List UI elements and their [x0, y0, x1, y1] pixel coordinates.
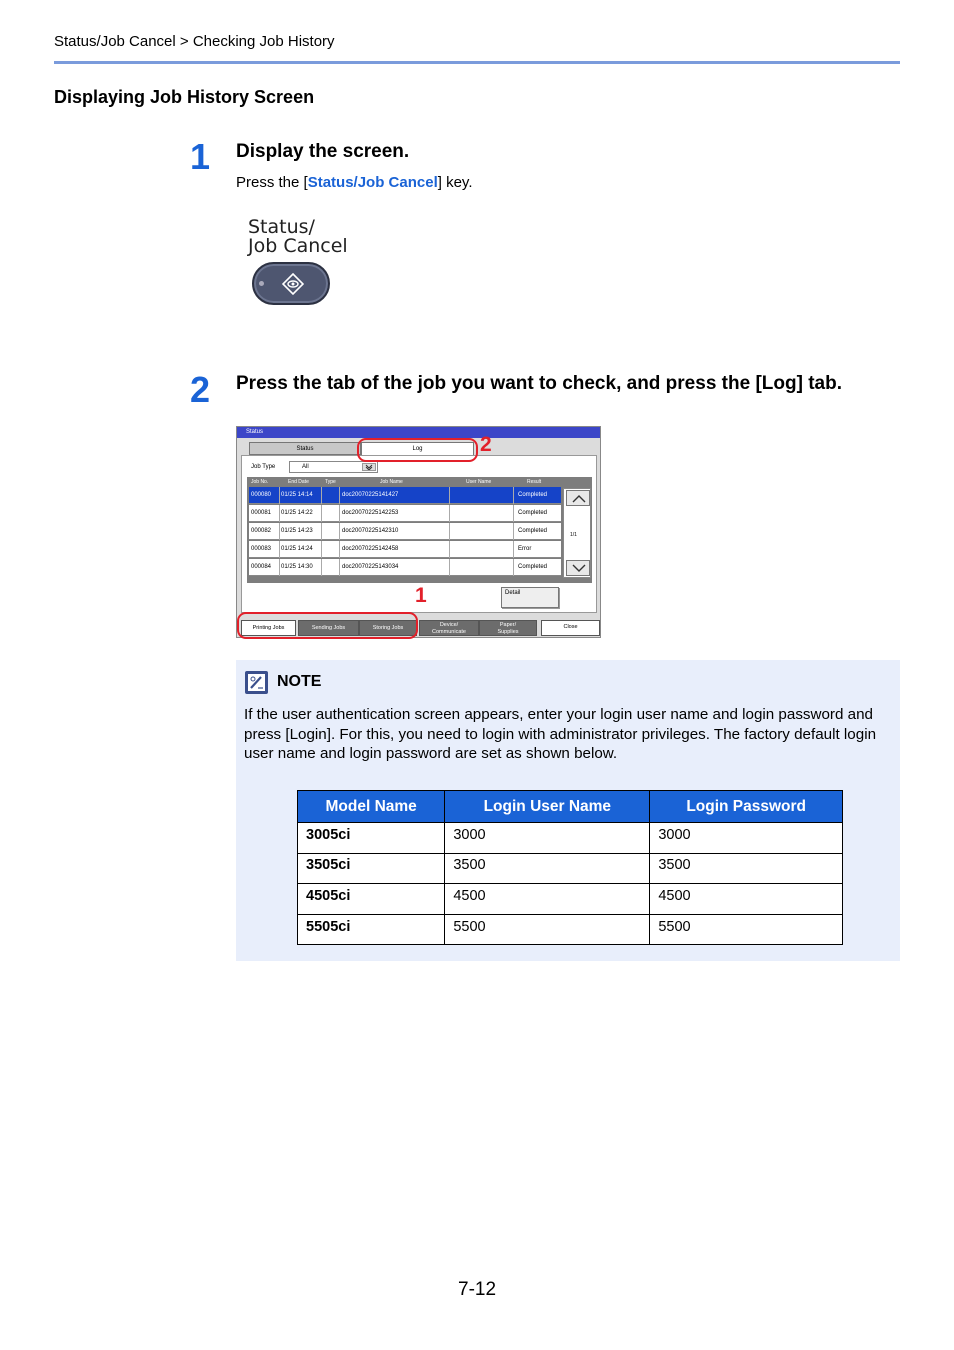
callout-ring-log-tab [357, 438, 478, 462]
table-row [298, 823, 843, 854]
row-end-date: 01/25 14:24 [281, 546, 313, 552]
column-divider [449, 559, 450, 576]
row-end-date: 01/25 14:23 [281, 528, 313, 534]
close-button[interactable]: Close [541, 620, 600, 636]
col-end-date: End Date [288, 479, 309, 485]
cell-password: 5500 [650, 914, 843, 945]
header-model-name: Model Name [298, 791, 445, 823]
column-divider [321, 505, 322, 522]
row-job-no: 000084 [251, 564, 272, 570]
col-user-name: User Name [466, 479, 492, 485]
row-end-date: 01/25 14:22 [281, 510, 313, 516]
cell-model: 5505ci [298, 914, 445, 945]
column-divider [339, 487, 340, 504]
table-row [298, 884, 843, 915]
row-job-name: doc20070225141427 [342, 492, 399, 498]
login-defaults-table [297, 790, 843, 945]
cell-user-name: 5500 [445, 914, 650, 945]
cell-user-name: 3500 [445, 853, 650, 884]
tab-paper-line-2: Supplies [497, 629, 519, 635]
job-type-select[interactable] [289, 461, 378, 473]
column-divider [339, 505, 340, 522]
tab-device-communicate[interactable] [419, 620, 479, 636]
cell-user-name: 3000 [445, 823, 650, 854]
note-box [236, 660, 900, 961]
column-divider [513, 559, 514, 576]
row-end-date: 01/25 14:30 [281, 564, 313, 570]
column-divider [321, 541, 322, 558]
callout-ring-job-tabs [237, 612, 418, 639]
row-result: Completed [518, 564, 548, 570]
key-label-line-1: Status/ [248, 216, 315, 238]
col-job-no: Job No. [251, 479, 269, 485]
step-1-instruction-suffix: ] key. [437, 174, 473, 191]
tab-log[interactable]: Log [361, 442, 474, 456]
table-row [298, 914, 843, 945]
row-job-name: doc20070225142310 [342, 528, 399, 534]
page-indicator: 1/1 [570, 532, 577, 538]
col-job-name: Job Name [380, 479, 403, 485]
column-divider [449, 541, 450, 558]
row-job-no: 000083 [251, 546, 272, 552]
column-divider [339, 559, 340, 576]
chevron-down-icon [362, 463, 376, 471]
status-job-cancel-key[interactable] [252, 262, 330, 305]
header-login-password: Login Password [650, 791, 843, 823]
table-row[interactable] [249, 541, 561, 558]
col-type: Type [325, 479, 336, 485]
column-divider [513, 523, 514, 540]
step-1-number: 1 [190, 136, 211, 177]
column-divider [449, 505, 450, 522]
tab-status[interactable]: Status [249, 442, 361, 455]
header-divider [54, 61, 900, 64]
row-job-no: 000081 [251, 510, 272, 516]
job-type-value: All [302, 464, 309, 470]
cell-password: 4500 [650, 884, 843, 915]
cell-model: 4505ci [298, 884, 445, 915]
page-number: 7-12 [458, 1279, 497, 1300]
breadcrumb: Status/Job Cancel > Checking Job History [54, 33, 335, 50]
step-1-instruction-prefix: Press the [ [236, 174, 308, 191]
status-eye-diamond-icon [282, 273, 304, 295]
column-divider [321, 559, 322, 576]
tab-device-line-1: Device/ [439, 622, 459, 628]
column-divider [449, 523, 450, 540]
tab-paper-supplies[interactable] [479, 620, 537, 636]
table-header-row [298, 791, 843, 823]
step-1-title: Display the screen. [236, 141, 410, 162]
scroll-panel [563, 488, 591, 578]
job-table-header [247, 477, 592, 486]
status-job-cancel-key-label [248, 218, 348, 256]
tab-printing-jobs[interactable]: Printing Jobs [241, 620, 296, 636]
column-divider [339, 523, 340, 540]
status-job-cancel-key-link: Status/Job Cancel [307, 174, 438, 191]
col-result: Result [527, 479, 542, 485]
column-divider [279, 541, 280, 558]
column-divider [279, 559, 280, 576]
row-end-date: 01/25 14:14 [281, 492, 313, 498]
section-title: Displaying Job History Screen [54, 87, 315, 107]
row-result: Error [518, 546, 532, 552]
table-row [298, 853, 843, 884]
note-pen-icon [245, 671, 268, 694]
column-divider [449, 487, 450, 504]
chevron-down-icon [572, 564, 586, 573]
callout-number-1: 1 [415, 584, 427, 607]
table-row[interactable] [249, 505, 561, 522]
note-text: If the user authentication screen appears, enter your login user name and login password and press [Login]. For this, you need to login with administrator privileges. The factory default login user name and login password are set as shown below. [244, 706, 877, 762]
column-divider [279, 487, 280, 504]
row-job-no: 000080 [251, 492, 272, 498]
step-2-number: 2 [190, 369, 211, 410]
table-row[interactable] [249, 559, 561, 576]
column-divider [321, 487, 322, 504]
row-job-name: doc20070225142253 [342, 510, 399, 516]
tab-paper-line-1: Paper/ [499, 622, 517, 628]
job-log-table [247, 477, 592, 583]
detail-button[interactable]: Detail [501, 587, 559, 608]
table-row[interactable] [249, 523, 561, 540]
job-type-label: Job Type [251, 464, 276, 470]
tab-storing-jobs[interactable]: Storing Jobs [359, 620, 417, 636]
row-result: Completed [518, 510, 548, 516]
cell-user-name: 4500 [445, 884, 650, 915]
key-led-icon [259, 281, 264, 286]
row-job-name: doc20070225142458 [342, 546, 399, 552]
row-result: Completed [518, 492, 548, 498]
step-2-title: Press the tab of the job you want to check, and press the [Log] tab. [236, 373, 842, 394]
row-job-no: 000082 [251, 528, 272, 534]
key-label-line-2: Job Cancel [248, 235, 348, 257]
cell-password: 3000 [650, 823, 843, 854]
column-divider [339, 541, 340, 558]
column-divider [279, 523, 280, 540]
cell-model: 3005ci [298, 823, 445, 854]
table-row[interactable] [249, 487, 561, 504]
callout-number-2: 2 [480, 433, 492, 456]
note-title: NOTE [277, 673, 322, 690]
column-divider [321, 523, 322, 540]
chevron-up-icon [572, 494, 586, 503]
header-login-user-name: Login User Name [445, 791, 650, 823]
step-1-instruction [236, 174, 472, 191]
column-divider [513, 541, 514, 558]
tab-device-line-2: Communicate [432, 629, 466, 635]
scroll-down-button[interactable] [566, 560, 590, 576]
scroll-up-button[interactable] [566, 490, 590, 506]
cell-model: 3505ci [298, 853, 445, 884]
cell-password: 3500 [650, 853, 843, 884]
row-result: Completed [518, 528, 548, 534]
column-divider [513, 505, 514, 522]
column-divider [279, 505, 280, 522]
column-divider [513, 487, 514, 504]
row-job-name: doc20070225143034 [342, 564, 399, 570]
tab-sending-jobs[interactable]: Sending Jobs [298, 620, 359, 636]
panel-titlebar: Status [237, 427, 600, 438]
